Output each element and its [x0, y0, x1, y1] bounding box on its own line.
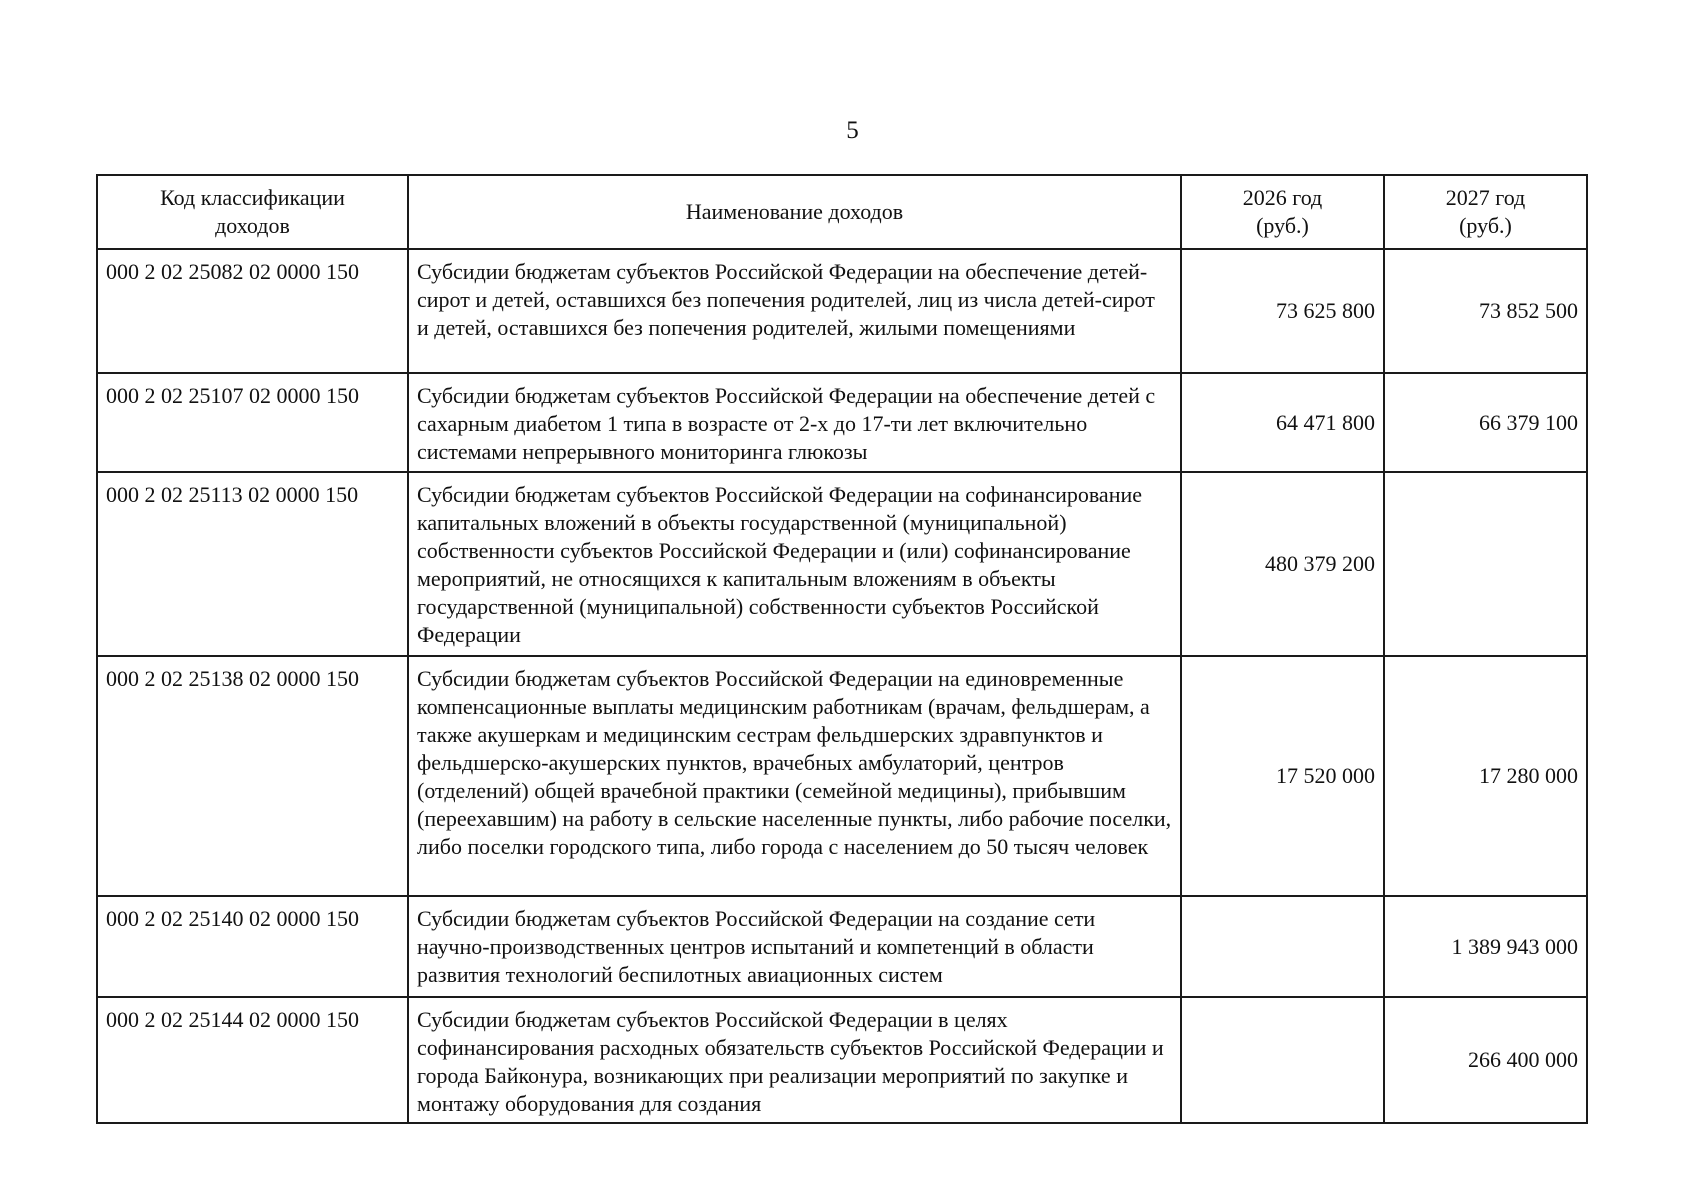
code-cell: 000 2 02 25107 02 0000 150 — [97, 373, 408, 472]
header-2026: 2026 год (руб.) — [1181, 175, 1384, 249]
code-cell: 000 2 02 25082 02 0000 150 — [97, 249, 408, 373]
amount-2027-cell — [1384, 472, 1587, 656]
code-cell: 000 2 02 25144 02 0000 150 — [97, 997, 408, 1123]
table-row — [97, 656, 1587, 896]
code-cell: 000 2 02 25113 02 0000 150 — [97, 472, 408, 656]
table-row — [97, 896, 1587, 997]
header-2027: 2027 год (руб.) — [1384, 175, 1587, 249]
income-table — [96, 174, 1588, 1124]
amount-2027-cell: 17 280 000 — [1384, 656, 1587, 896]
name-cell: Субсидии бюджетам субъектов Российской Федерации на обеспечение детей с сахарным диабетом 1 типа в возрасте от 2-х до 17-ти лет включительно системами непрерывного мониторинга глюкозы — [408, 373, 1181, 472]
amount-2026-cell: 480 379 200 — [1181, 472, 1384, 656]
page-number-text: 5 — [846, 117, 859, 144]
name-cell: Субсидии бюджетам субъектов Российской Федерации на обеспечение детей-сирот и детей, оставшихся без попечения родителей, лиц из числа детей-сирот и детей, оставшихся без попечения родителей, жилыми помещениями — [408, 249, 1181, 373]
header-name: Наименование доходов — [408, 175, 1181, 249]
code-cell: 000 2 02 25138 02 0000 150 — [97, 656, 408, 896]
amount-2027-cell: 66 379 100 — [1384, 373, 1587, 472]
table-header-row — [97, 175, 1587, 249]
amount-2026-cell — [1181, 997, 1384, 1123]
page-number — [0, 117, 1697, 145]
table-row — [97, 997, 1587, 1123]
amount-2027-cell: 73 852 500 — [1384, 249, 1587, 373]
amount-2026-cell: 64 471 800 — [1181, 373, 1384, 472]
amount-2027-cell: 266 400 000 — [1384, 997, 1587, 1123]
name-cell: Субсидии бюджетам субъектов Российской Федерации на создание сети научно-производственных центров испытаний и компетенций в области развития технологий беспилотных авиационных систем — [408, 896, 1181, 997]
header-code: Код классификации доходов — [97, 175, 408, 249]
table-row — [97, 373, 1587, 472]
table-row — [97, 249, 1587, 373]
amount-2026-cell: 73 625 800 — [1181, 249, 1384, 373]
table-row — [97, 472, 1587, 656]
amount-2026-cell: 17 520 000 — [1181, 656, 1384, 896]
amount-2026-cell — [1181, 896, 1384, 997]
code-cell: 000 2 02 25140 02 0000 150 — [97, 896, 408, 997]
name-cell: Субсидии бюджетам субъектов Российской Федерации на софинансирование капитальных вложений в объекты государственной (муниципальной) собственности субъектов Российской Федерации и (или) софинансирование мероприятий, не относящихся к капитальным вложениям в объекты государственной (муниципальной) собственности субъектов Российской Федерации — [408, 472, 1181, 656]
name-cell: Субсидии бюджетам субъектов Российской Федерации на единовременные компенсационные выплаты медицинским работникам (врачам, фельдшерам, а также акушеркам и медицинским сестрам фельдшерских здравпунктов и фельдшерско-акушерских пунктов, врачебных амбулаторий, центров (отделений) общей врачебной практики (семейной медицины), прибывшим (переехавшим) на работу в сельские населенные пункты, либо рабочие поселки, либо поселки городского типа, либо города с населением до 50 тысяч человек — [408, 656, 1181, 896]
name-cell: Субсидии бюджетам субъектов Российской Федерации в целях софинансирования расходных обязательств субъектов Российской Федерации и города Байконура, возникающих при реализации мероприятий по закупке и монтажу оборудования для создания — [408, 997, 1181, 1123]
amount-2027-cell: 1 389 943 000 — [1384, 896, 1587, 997]
